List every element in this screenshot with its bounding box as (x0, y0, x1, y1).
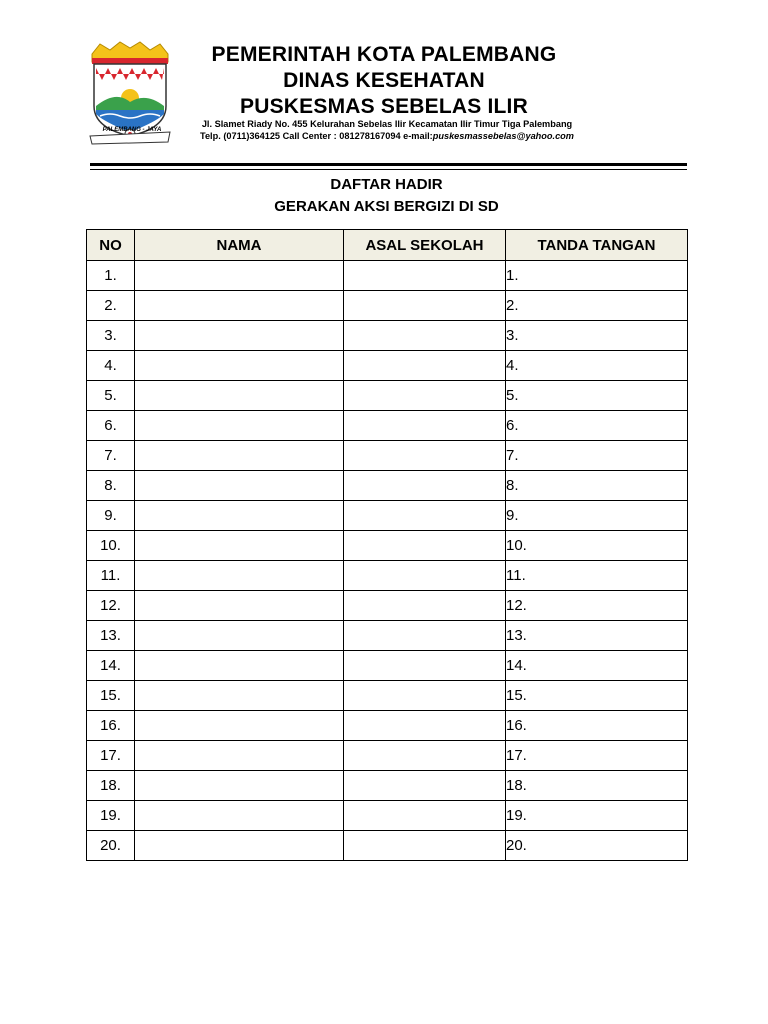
row-number-cell: 10. (87, 531, 135, 561)
tanda-tangan-cell[interactable]: 13. (506, 621, 688, 651)
nama-cell[interactable] (135, 471, 344, 501)
table-row (87, 621, 688, 651)
row-number-cell: 20. (87, 831, 135, 861)
asal-sekolah-cell[interactable] (344, 501, 506, 531)
asal-sekolah-cell[interactable] (344, 441, 506, 471)
row-number-cell: 8. (87, 471, 135, 501)
nama-cell[interactable] (135, 261, 344, 291)
attendance-table (86, 229, 688, 861)
nama-cell[interactable] (135, 351, 344, 381)
table-row (87, 831, 688, 861)
asal-sekolah-cell[interactable] (344, 591, 506, 621)
row-number-cell: 2. (87, 291, 135, 321)
asal-sekolah-cell[interactable] (344, 801, 506, 831)
tanda-tangan-cell[interactable]: 12. (506, 591, 688, 621)
row-number-cell: 4. (87, 351, 135, 381)
header-divider-thick (90, 163, 687, 166)
row-number-cell: 3. (87, 321, 135, 351)
tanda-tangan-cell[interactable]: 4. (506, 351, 688, 381)
nama-cell[interactable] (135, 651, 344, 681)
asal-sekolah-cell[interactable] (344, 321, 506, 351)
address-block (172, 118, 602, 142)
table-row (87, 261, 688, 291)
tanda-tangan-cell[interactable]: 16. (506, 711, 688, 741)
tanda-tangan-cell[interactable]: 2. (506, 291, 688, 321)
org-line-department: DINAS KESEHATAN (283, 69, 485, 92)
asal-sekolah-cell[interactable] (344, 381, 506, 411)
tanda-tangan-cell[interactable]: 17. (506, 741, 688, 771)
table-row (87, 711, 688, 741)
row-number-cell: 9. (87, 501, 135, 531)
tanda-tangan-cell[interactable]: 20. (506, 831, 688, 861)
row-number-cell: 19. (87, 801, 135, 831)
document-title: DAFTAR HADIR (330, 176, 443, 193)
nama-cell[interactable] (135, 831, 344, 861)
row-number-cell: 16. (87, 711, 135, 741)
row-number-cell: 5. (87, 381, 135, 411)
header-divider-thin (90, 169, 687, 170)
tanda-tangan-cell[interactable]: 18. (506, 771, 688, 801)
column-header-tanda-tangan: TANDA TANGAN (506, 230, 688, 261)
nama-cell[interactable] (135, 411, 344, 441)
table-row (87, 771, 688, 801)
nama-cell[interactable] (135, 681, 344, 711)
table-row (87, 801, 688, 831)
asal-sekolah-cell[interactable] (344, 561, 506, 591)
asal-sekolah-cell[interactable] (344, 291, 506, 321)
tanda-tangan-cell[interactable]: 8. (506, 471, 688, 501)
tanda-tangan-cell[interactable]: 3. (506, 321, 688, 351)
tanda-tangan-cell[interactable]: 14. (506, 651, 688, 681)
asal-sekolah-cell[interactable] (344, 411, 506, 441)
tanda-tangan-cell[interactable]: 1. (506, 261, 688, 291)
contact-line (172, 130, 602, 142)
row-number-cell: 11. (87, 561, 135, 591)
nama-cell[interactable] (135, 741, 344, 771)
logo-caption: PALEMBANG - JAYA (102, 127, 162, 133)
tanda-tangan-cell[interactable]: 10. (506, 531, 688, 561)
table-row (87, 321, 688, 351)
contact-phone: Telp. (0711)364125 Call Center : 081278167094 e-mail: (200, 131, 433, 141)
row-number-cell: 6. (87, 411, 135, 441)
nama-cell[interactable] (135, 531, 344, 561)
nama-cell[interactable] (135, 561, 344, 591)
asal-sekolah-cell[interactable] (344, 531, 506, 561)
table-row (87, 741, 688, 771)
table-row (87, 351, 688, 381)
asal-sekolah-cell[interactable] (344, 351, 506, 381)
asal-sekolah-cell[interactable] (344, 651, 506, 681)
table-row (87, 471, 688, 501)
tanda-tangan-cell[interactable]: 11. (506, 561, 688, 591)
table-body (87, 261, 688, 861)
tanda-tangan-cell[interactable]: 19. (506, 801, 688, 831)
row-number-cell: 13. (87, 621, 135, 651)
org-line-government: PEMERINTAH KOTA PALEMBANG (211, 43, 557, 66)
nama-cell[interactable] (135, 291, 344, 321)
row-number-cell: 12. (87, 591, 135, 621)
row-number-cell: 15. (87, 681, 135, 711)
column-header-no: NO (87, 230, 135, 261)
nama-cell[interactable] (135, 501, 344, 531)
asal-sekolah-cell[interactable] (344, 771, 506, 801)
nama-cell[interactable] (135, 771, 344, 801)
nama-cell[interactable] (135, 441, 344, 471)
row-number-cell: 14. (87, 651, 135, 681)
row-number-cell: 17. (87, 741, 135, 771)
document-subtitle: GERAKAN AKSI BERGIZI DI SD (274, 198, 499, 215)
table-header-row (87, 230, 688, 261)
org-line-puskesmas: PUSKESMAS SEBELAS ILIR (240, 95, 528, 118)
asal-sekolah-cell[interactable] (344, 831, 506, 861)
asal-sekolah-cell[interactable] (344, 261, 506, 291)
asal-sekolah-cell[interactable] (344, 711, 506, 741)
address-line: Jl. Slamet Riady No. 455 Kelurahan Sebelas Ilir Kecamatan Ilir Timur Tiga Palembang (201, 119, 573, 129)
tanda-tangan-cell[interactable]: 7. (506, 441, 688, 471)
row-number-cell: 7. (87, 441, 135, 471)
asal-sekolah-cell[interactable] (344, 471, 506, 501)
table-row (87, 411, 688, 441)
organisation-heading (180, 42, 588, 120)
nama-cell[interactable] (135, 321, 344, 351)
table-row (87, 561, 688, 591)
tanda-tangan-cell[interactable]: 6. (506, 411, 688, 441)
table-row (87, 531, 688, 561)
nama-cell[interactable] (135, 621, 344, 651)
tanda-tangan-cell[interactable]: 15. (506, 681, 688, 711)
nama-cell[interactable] (135, 801, 344, 831)
nama-cell[interactable] (135, 591, 344, 621)
table-row (87, 291, 688, 321)
contact-email: puskesmassebelas@yahoo.com (432, 131, 574, 141)
table-row (87, 501, 688, 531)
document-titles (86, 174, 687, 218)
table-row (87, 651, 688, 681)
nama-cell[interactable] (135, 381, 344, 411)
table-row (87, 441, 688, 471)
tanda-tangan-cell[interactable]: 9. (506, 501, 688, 531)
row-number-cell: 18. (87, 771, 135, 801)
table-row (87, 681, 688, 711)
asal-sekolah-cell[interactable] (344, 741, 506, 771)
tanda-tangan-cell[interactable]: 5. (506, 381, 688, 411)
row-number-cell: 1. (87, 261, 135, 291)
column-header-asal-sekolah: ASAL SEKOLAH (344, 230, 506, 261)
nama-cell[interactable] (135, 711, 344, 741)
asal-sekolah-cell[interactable] (344, 681, 506, 711)
asal-sekolah-cell[interactable] (344, 621, 506, 651)
table-row (87, 381, 688, 411)
table-row (87, 591, 688, 621)
column-header-nama: NAMA (135, 230, 344, 261)
